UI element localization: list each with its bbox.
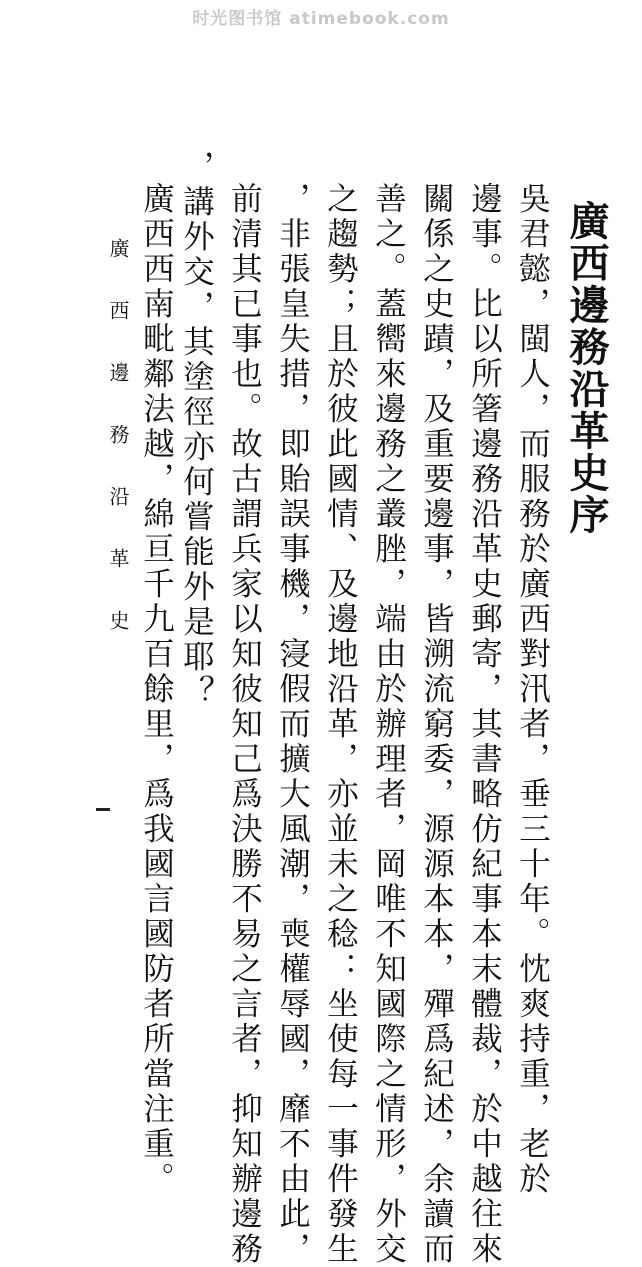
body-column-2: 邊事。比以所箸邊務沿革史郵寄，其書略仿紀事本末體裁，於中越往來 [466,182,503,1267]
running-head: 廣 西 邊 務 沿 革 史 [106,238,130,639]
body-column-3: 關係之史蹟，及重要邊事，皆溯流窮委，源源本本，殫爲紀述，余讀而 [418,182,455,1267]
body-column-4: 善之。蓋嚮來邊務之叢脞，端由於辦理者，岡唯不知國際之情形，外交 [370,182,407,1267]
margin-mark [96,808,110,811]
body-column-8-visible: ，講外交，其塗徑亦何嘗能外是耶？ [178,150,215,710]
page-title: 廣西邊務沿革史序 [563,200,610,536]
body-column-9: 廣西西南毗鄰法越，綿亘千九百餘里，爲我國言國防者所當注重。 [138,182,175,1197]
body-column-5: 之趨勢；且於彼此國情、及邊地沿革，亦並未之稔：坐使每一事件發生 [322,182,359,1267]
body-column-1: 吳君懿，閩人，而服務於廣西對汛者，垂三十年。忱爽持重，老於 [514,182,551,1197]
watermark-text: 时光图书馆 atimebook.com [192,9,450,29]
body-column-6: ，非張皇失措，即貽誤事機，寖假而擴大風潮，喪權辱國，靡不由此， [274,182,311,1267]
body-column-7: 前清其已事也。故古謂兵家以知彼知己爲決勝不易之言者，抑知辦邊務 [226,182,263,1267]
